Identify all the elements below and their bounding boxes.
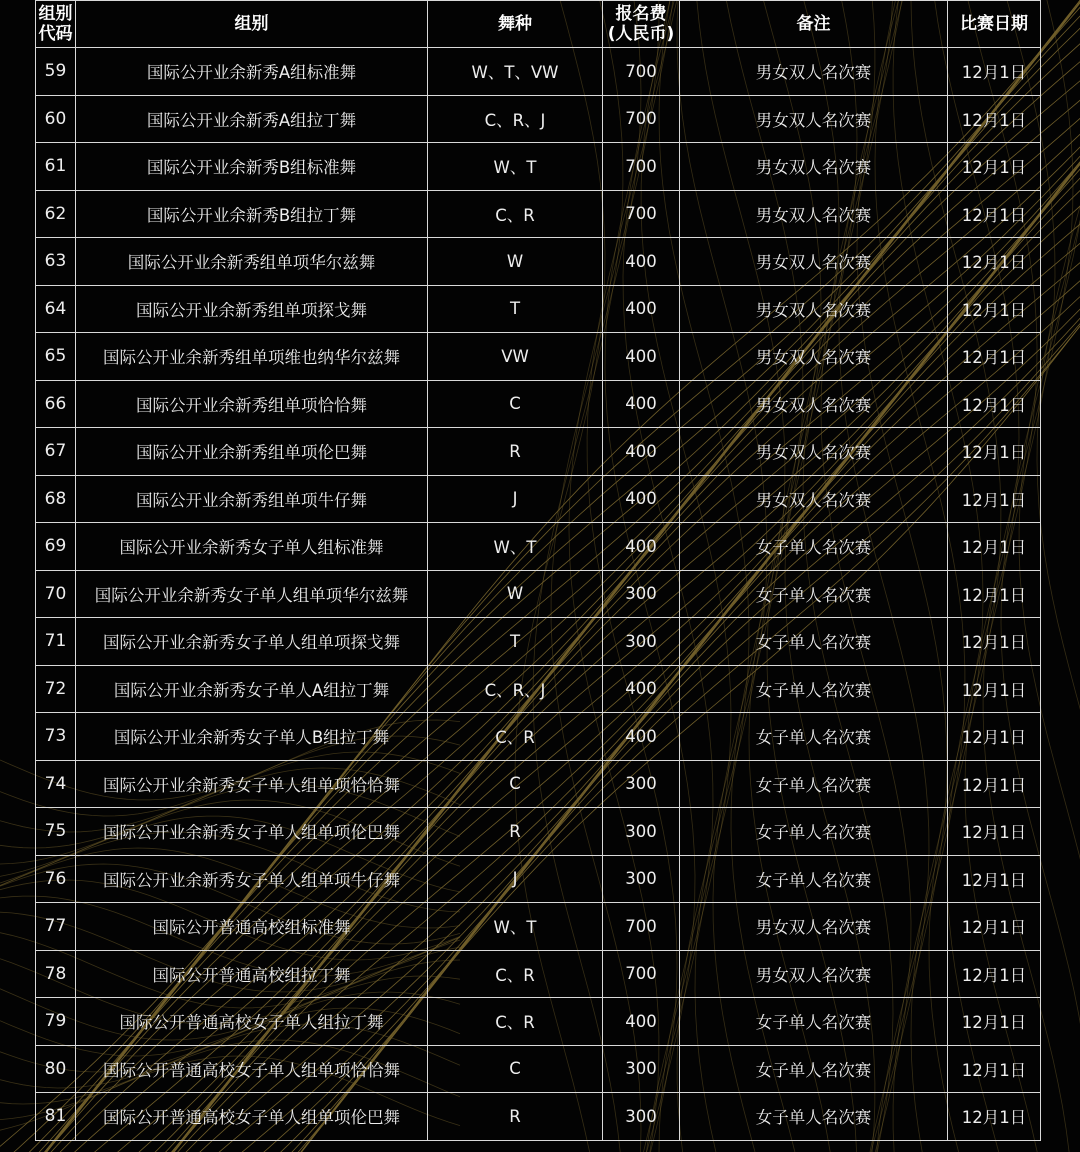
cell-dance: J xyxy=(428,855,603,903)
cell-note: 女子单人名次赛 xyxy=(680,998,948,1046)
cell-group-code: 79 xyxy=(36,998,76,1046)
cell-dance: T xyxy=(428,285,603,333)
cell-fee: 700 xyxy=(603,903,680,951)
cell-group-code: 71 xyxy=(36,618,76,666)
cell-date: 12月1日 xyxy=(948,285,1041,333)
cell-group-name: 国际公开业余新秀B组拉丁舞 xyxy=(76,190,428,238)
cell-note: 男女双人名次赛 xyxy=(680,238,948,286)
cell-dance: J xyxy=(428,475,603,523)
cell-date: 12月1日 xyxy=(948,95,1041,143)
cell-note: 男女双人名次赛 xyxy=(680,380,948,428)
cell-dance: C xyxy=(428,1045,603,1093)
table-row xyxy=(36,523,1041,571)
cell-group-code: 64 xyxy=(36,285,76,333)
table-row xyxy=(36,665,1041,713)
cell-dance: C xyxy=(428,380,603,428)
cell-date: 12月1日 xyxy=(948,570,1041,618)
cell-date: 12月1日 xyxy=(948,808,1041,856)
cell-note: 女子单人名次赛 xyxy=(680,1045,948,1093)
cell-group-code: 80 xyxy=(36,1045,76,1093)
cell-fee: 400 xyxy=(603,380,680,428)
cell-note: 女子单人名次赛 xyxy=(680,855,948,903)
table-row xyxy=(36,950,1041,998)
cell-dance: T xyxy=(428,618,603,666)
cell-group-name: 国际公开业余新秀女子单人组标准舞 xyxy=(76,523,428,571)
cell-note: 男女双人名次赛 xyxy=(680,190,948,238)
header-fee-line1: 报名费 xyxy=(615,4,667,24)
table-row xyxy=(36,570,1041,618)
cell-group-code: 74 xyxy=(36,760,76,808)
table-body xyxy=(36,48,1041,1141)
cell-group-name: 国际公开业余新秀女子单人组单项探戈舞 xyxy=(76,618,428,666)
cell-fee: 300 xyxy=(603,760,680,808)
cell-group-name: 国际公开业余新秀组单项探戈舞 xyxy=(76,285,428,333)
cell-dance: C、R xyxy=(428,998,603,1046)
registration-table-sheet xyxy=(35,0,1040,1141)
cell-date: 12月1日 xyxy=(948,428,1041,476)
table-row xyxy=(36,48,1041,96)
cell-fee: 400 xyxy=(603,475,680,523)
cell-date: 12月1日 xyxy=(948,1093,1041,1141)
cell-dance: R xyxy=(428,808,603,856)
cell-date: 12月1日 xyxy=(948,855,1041,903)
cell-date: 12月1日 xyxy=(948,618,1041,666)
cell-date: 12月1日 xyxy=(948,190,1041,238)
header-code-line1: 组别 xyxy=(38,4,73,24)
cell-date: 12月1日 xyxy=(948,333,1041,381)
cell-fee: 400 xyxy=(603,523,680,571)
cell-date: 12月1日 xyxy=(948,665,1041,713)
cell-group-code: 77 xyxy=(36,903,76,951)
cell-dance: W、T xyxy=(428,143,603,191)
cell-note: 男女双人名次赛 xyxy=(680,903,948,951)
cell-fee: 700 xyxy=(603,143,680,191)
cell-group-name: 国际公开业余新秀女子单人组单项牛仔舞 xyxy=(76,855,428,903)
cell-group-name: 国际公开业余新秀A组标准舞 xyxy=(76,48,428,96)
cell-group-code: 61 xyxy=(36,143,76,191)
header-group-code xyxy=(36,1,76,48)
cell-group-code: 63 xyxy=(36,238,76,286)
cell-group-code: 72 xyxy=(36,665,76,713)
cell-group-name: 国际公开业余新秀女子单人A组拉丁舞 xyxy=(76,665,428,713)
cell-dance: R xyxy=(428,428,603,476)
cell-fee: 400 xyxy=(603,238,680,286)
cell-note: 女子单人名次赛 xyxy=(680,760,948,808)
cell-dance: VW xyxy=(428,333,603,381)
header-code-line2: 代码 xyxy=(38,24,73,44)
cell-dance: C、R xyxy=(428,950,603,998)
table-row xyxy=(36,380,1041,428)
cell-dance: C、R xyxy=(428,713,603,761)
cell-group-code: 65 xyxy=(36,333,76,381)
cell-group-name: 国际公开业余新秀女子单人B组拉丁舞 xyxy=(76,713,428,761)
cell-group-name: 国际公开业余新秀组单项维也纳华尔兹舞 xyxy=(76,333,428,381)
cell-group-name: 国际公开业余新秀组单项恰恰舞 xyxy=(76,380,428,428)
cell-group-code: 67 xyxy=(36,428,76,476)
cell-date: 12月1日 xyxy=(948,523,1041,571)
cell-dance: W xyxy=(428,570,603,618)
cell-dance: W xyxy=(428,238,603,286)
cell-group-name: 国际公开普通高校组标准舞 xyxy=(76,903,428,951)
cell-fee: 700 xyxy=(603,95,680,143)
table-row xyxy=(36,1045,1041,1093)
table-row xyxy=(36,998,1041,1046)
cell-group-name: 国际公开业余新秀女子单人组单项恰恰舞 xyxy=(76,760,428,808)
cell-date: 12月1日 xyxy=(948,760,1041,808)
table-row xyxy=(36,713,1041,761)
cell-fee: 300 xyxy=(603,1093,680,1141)
cell-note: 女子单人名次赛 xyxy=(680,570,948,618)
table-row xyxy=(36,238,1041,286)
cell-note: 男女双人名次赛 xyxy=(680,143,948,191)
cell-date: 12月1日 xyxy=(948,713,1041,761)
cell-date: 12月1日 xyxy=(948,143,1041,191)
cell-note: 女子单人名次赛 xyxy=(680,665,948,713)
cell-note: 男女双人名次赛 xyxy=(680,285,948,333)
registration-fee-table xyxy=(35,0,1041,1141)
table-row xyxy=(36,760,1041,808)
table-row xyxy=(36,475,1041,523)
cell-date: 12月1日 xyxy=(948,998,1041,1046)
cell-note: 女子单人名次赛 xyxy=(680,523,948,571)
cell-dance: C、R xyxy=(428,190,603,238)
cell-fee: 700 xyxy=(603,950,680,998)
table-row xyxy=(36,618,1041,666)
table-row xyxy=(36,903,1041,951)
table-row xyxy=(36,143,1041,191)
cell-dance: W、T、VW xyxy=(428,48,603,96)
cell-note: 男女双人名次赛 xyxy=(680,950,948,998)
cell-group-code: 78 xyxy=(36,950,76,998)
cell-group-code: 68 xyxy=(36,475,76,523)
cell-group-name: 国际公开业余新秀女子单人组单项华尔兹舞 xyxy=(76,570,428,618)
cell-group-name: 国际公开业余新秀A组拉丁舞 xyxy=(76,95,428,143)
cell-group-code: 75 xyxy=(36,808,76,856)
cell-fee: 400 xyxy=(603,713,680,761)
table-row xyxy=(36,285,1041,333)
cell-fee: 700 xyxy=(603,48,680,96)
cell-date: 12月1日 xyxy=(948,950,1041,998)
table-row xyxy=(36,190,1041,238)
cell-dance: W、T xyxy=(428,523,603,571)
cell-date: 12月1日 xyxy=(948,475,1041,523)
cell-group-name: 国际公开业余新秀女子单人组单项伦巴舞 xyxy=(76,808,428,856)
cell-group-code: 59 xyxy=(36,48,76,96)
cell-dance: W、T xyxy=(428,903,603,951)
cell-note: 男女双人名次赛 xyxy=(680,48,948,96)
cell-group-code: 62 xyxy=(36,190,76,238)
cell-date: 12月1日 xyxy=(948,48,1041,96)
cell-date: 12月1日 xyxy=(948,380,1041,428)
cell-group-name: 国际公开普通高校组拉丁舞 xyxy=(76,950,428,998)
cell-fee: 400 xyxy=(603,998,680,1046)
table-row xyxy=(36,1093,1041,1141)
cell-date: 12月1日 xyxy=(948,903,1041,951)
cell-note: 女子单人名次赛 xyxy=(680,1093,948,1141)
table-row xyxy=(36,855,1041,903)
header-note: 备注 xyxy=(680,1,948,48)
table-row xyxy=(36,95,1041,143)
cell-note: 女子单人名次赛 xyxy=(680,808,948,856)
cell-fee: 300 xyxy=(603,855,680,903)
cell-dance: C xyxy=(428,760,603,808)
cell-group-code: 76 xyxy=(36,855,76,903)
cell-fee: 400 xyxy=(603,665,680,713)
cell-group-name: 国际公开普通高校女子单人组单项恰恰舞 xyxy=(76,1045,428,1093)
table-row xyxy=(36,428,1041,476)
cell-dance: R xyxy=(428,1093,603,1141)
header-date: 比赛日期 xyxy=(948,1,1041,48)
table-row xyxy=(36,333,1041,381)
header-dance: 舞种 xyxy=(428,1,603,48)
cell-note: 男女双人名次赛 xyxy=(680,475,948,523)
cell-group-code: 73 xyxy=(36,713,76,761)
cell-group-code: 60 xyxy=(36,95,76,143)
cell-group-name: 国际公开普通高校女子单人组单项伦巴舞 xyxy=(76,1093,428,1141)
table-row xyxy=(36,808,1041,856)
cell-date: 12月1日 xyxy=(948,238,1041,286)
cell-group-name: 国际公开业余新秀B组标准舞 xyxy=(76,143,428,191)
cell-note: 男女双人名次赛 xyxy=(680,333,948,381)
header-fee-line2: (人民币) xyxy=(607,24,675,44)
cell-dance: C、R、J xyxy=(428,665,603,713)
cell-date: 12月1日 xyxy=(948,1045,1041,1093)
cell-group-code: 69 xyxy=(36,523,76,571)
cell-note: 女子单人名次赛 xyxy=(680,618,948,666)
cell-fee: 300 xyxy=(603,808,680,856)
cell-dance: C、R、J xyxy=(428,95,603,143)
table-header-row xyxy=(36,1,1041,48)
cell-note: 男女双人名次赛 xyxy=(680,428,948,476)
cell-fee: 400 xyxy=(603,428,680,476)
cell-group-code: 70 xyxy=(36,570,76,618)
cell-note: 男女双人名次赛 xyxy=(680,95,948,143)
cell-group-name: 国际公开业余新秀组单项牛仔舞 xyxy=(76,475,428,523)
header-group: 组别 xyxy=(76,1,428,48)
cell-group-code: 66 xyxy=(36,380,76,428)
cell-fee: 400 xyxy=(603,285,680,333)
cell-fee: 300 xyxy=(603,1045,680,1093)
cell-group-name: 国际公开业余新秀组单项伦巴舞 xyxy=(76,428,428,476)
cell-group-name: 国际公开普通高校女子单人组拉丁舞 xyxy=(76,998,428,1046)
cell-fee: 300 xyxy=(603,570,680,618)
cell-fee: 300 xyxy=(603,618,680,666)
header-fee xyxy=(603,1,680,48)
cell-fee: 700 xyxy=(603,190,680,238)
cell-group-name: 国际公开业余新秀组单项华尔兹舞 xyxy=(76,238,428,286)
cell-group-code: 81 xyxy=(36,1093,76,1141)
cell-fee: 400 xyxy=(603,333,680,381)
cell-note: 女子单人名次赛 xyxy=(680,713,948,761)
